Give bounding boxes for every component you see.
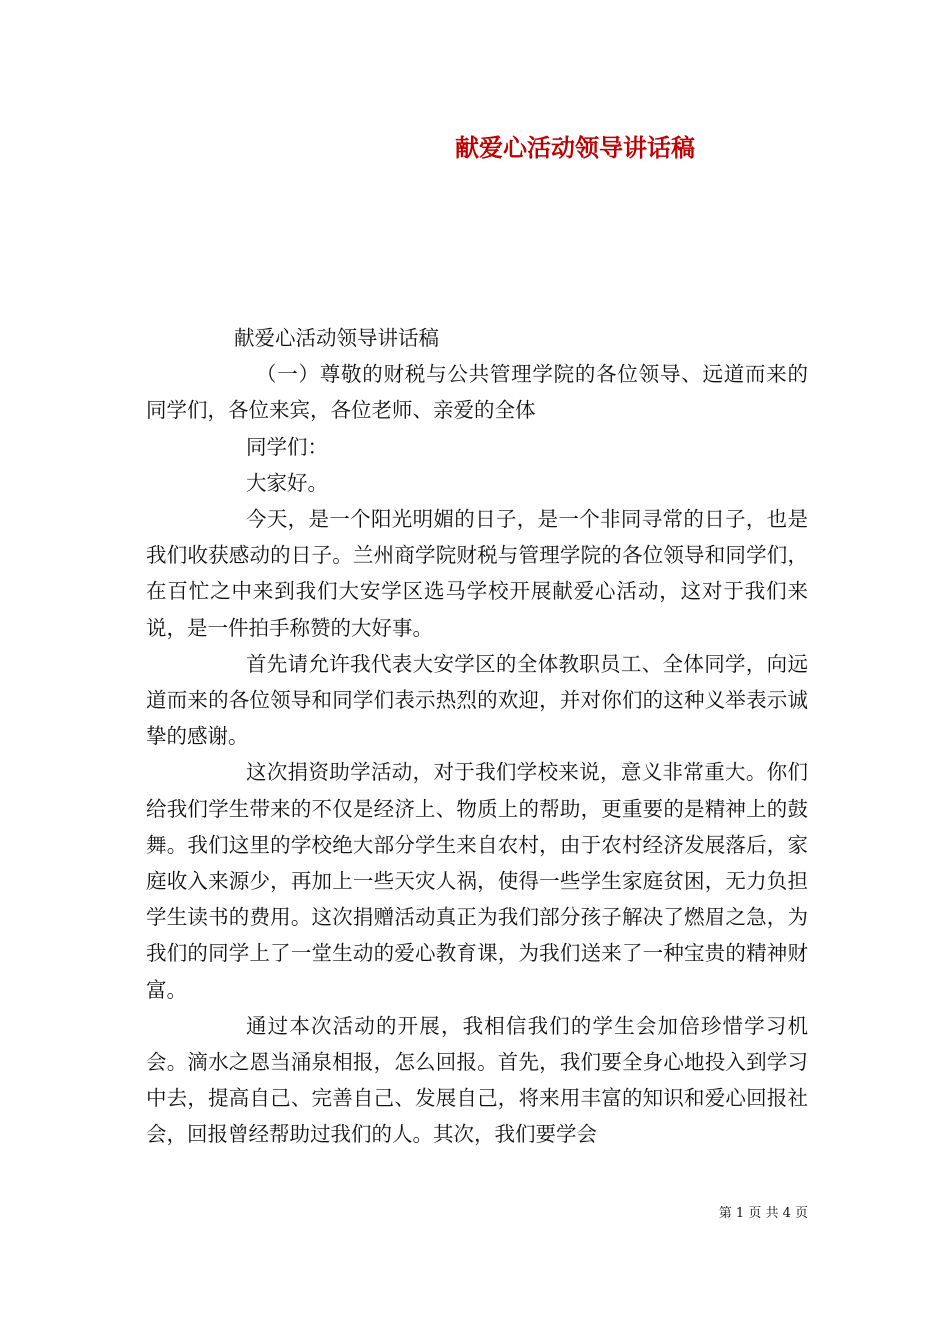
paragraph-intro: 今天，是一个阳光明媚的日子，是一个非同寻常的日子，也是我们收获感动的日子。兰州商学院财税与管理学院的各位领导和同学们，在百忙之中来到我们大安学区选马学校开展献爱心活动，这对于我们来说，是一件拍手称赞的大好事。 (146, 507, 808, 640)
paragraph-salutation: （一）尊敬的财税与公共管理学院的各位领导、远道而来的同学们，各位来宾，各位老师、亲爱的全体 (146, 362, 808, 423)
paragraph-greeting-target: 同学们： (246, 434, 328, 459)
paragraph-welcome: 首先请允许我代表大安学区的全体教职员工、全体同学，向远道而来的各位领导和同学们表示热烈的欢迎，并对你们的这种义举表示诚挚的感谢。 (146, 651, 808, 749)
paragraph-gratitude: 通过本次活动的开展，我相信我们的学生会加倍珍惜学习机会。滴水之恩当涌泉相报，怎么回报。首先，我们要全身心地投入到学习中去，提高自己、完善自己、发展自己，将来用丰富的知识和爱心回报社会，回报曾经帮助过我们的人。其次，我们要学会 (146, 1013, 808, 1147)
body-heading: 献爱心活动领导讲话稿 (234, 326, 439, 350)
paragraph-greeting: 大家好。 (246, 470, 328, 495)
document-body (146, 320, 808, 1153)
paragraph-significance: 这次捐资助学活动，对于我们学校来说，意义非常重大。你们给我们学生带来的不仅是经济上、物质上的帮助，更重要的是精神上的鼓舞。我们这里的学校绝大部分学生来自农村，由于农村经济发展落后，家庭收入来源少，再加上一些天灾人祸，使得一些学生家庭贫困，无力负担学生读书的费用。这次捐赠活动真正为我们部分孩子解决了燃眉之急，为我们的同学上了一堂生动的爱心教育课，为我们送来了一种宝贵的精神财富。 (146, 760, 808, 1002)
document-title: 献爱心活动领导讲话稿 (455, 133, 695, 162)
page-number-footer: 第 1 页 共 4 页 (718, 1206, 808, 1221)
